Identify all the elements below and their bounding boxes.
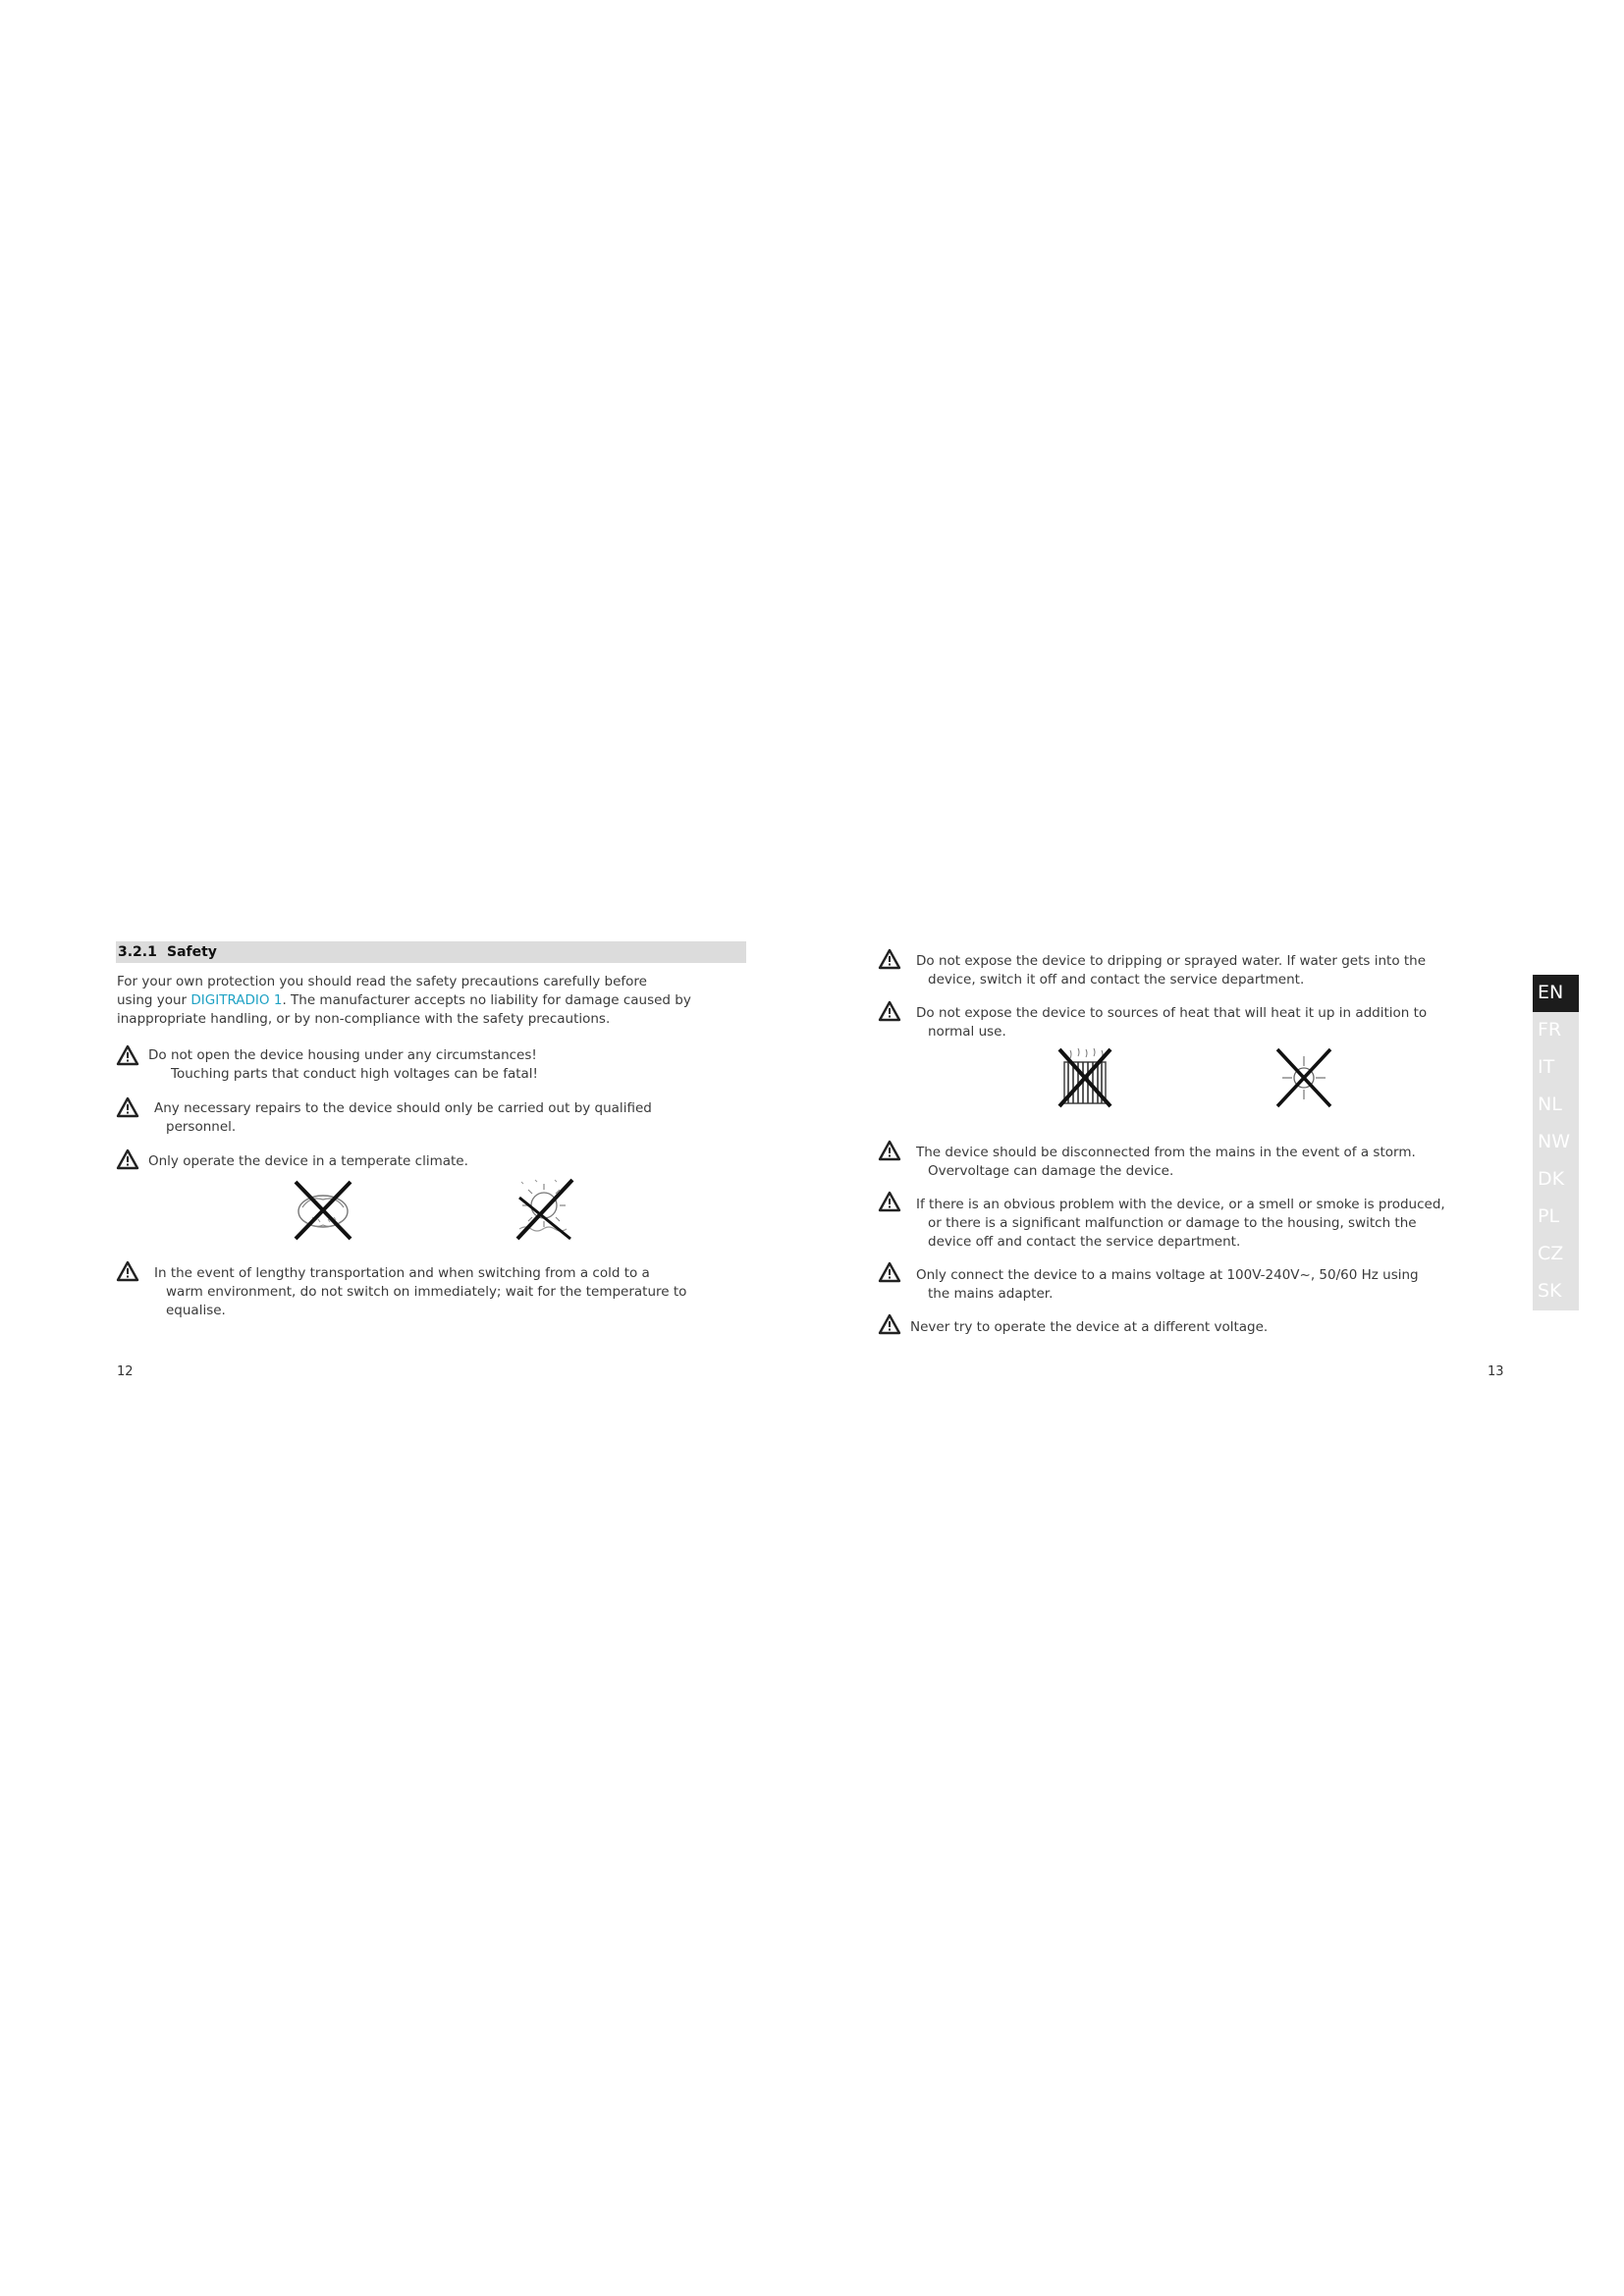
warning-triangle-icon	[878, 1261, 901, 1283]
warning-text: Any necessary repairs to the device should only be carried out by qualified	[154, 1100, 652, 1116]
warning-triangle-icon	[878, 1313, 901, 1335]
lang-tab-pl[interactable]: PL	[1533, 1199, 1579, 1236]
warning-triangle-icon	[116, 1044, 139, 1066]
warning-text: warm environment, do not switch on immediately; wait for the temperature to	[166, 1284, 687, 1300]
no-radiator-icon	[1056, 1046, 1113, 1109]
warning-text: normal use.	[928, 1024, 1006, 1040]
warning-text: Only connect the device to a mains voltage at 100V-240V~, 50/60 Hz using	[916, 1267, 1419, 1283]
section-heading	[116, 941, 746, 963]
lang-tab-dk[interactable]: DK	[1533, 1161, 1579, 1199]
page-number-right: 13	[1488, 1364, 1504, 1379]
section-title: Safety	[167, 944, 217, 960]
no-sun-icon	[1274, 1046, 1333, 1109]
warning-triangle-icon	[878, 1140, 901, 1161]
warning-text: In the event of lengthy transportation and when switching from a cold to a	[154, 1265, 650, 1281]
warning-text: personnel.	[166, 1119, 237, 1135]
intro-line-2-suffix: . The manufacturer accepts no liability for damage caused by	[282, 992, 691, 1008]
warning-text: Do not expose the device to dripping or sprayed water. If water gets into the	[916, 953, 1427, 969]
intro-line-2-prefix: using your	[117, 992, 191, 1008]
warning-text: If there is an obvious problem with the device, or a smell or smoke is produced,	[916, 1197, 1445, 1212]
lang-tab-cz[interactable]: CZ	[1533, 1236, 1579, 1273]
warning-text: or there is a significant malfunction or damage to the housing, switch the	[928, 1215, 1417, 1231]
product-name: DIGITRADIO 1	[190, 992, 283, 1008]
intro-line-1: For your own protection you should read the safety precautions carefully before	[117, 974, 647, 989]
warning-text: Never try to operate the device at a different voltage.	[910, 1319, 1269, 1335]
warning-triangle-icon	[116, 1148, 139, 1170]
warning-triangle-icon	[116, 1096, 139, 1118]
warning-text: device off and contact the service department.	[928, 1234, 1241, 1250]
lang-tab-nl[interactable]: NL	[1533, 1087, 1579, 1124]
warning-text: device, switch it off and contact the service department.	[928, 972, 1305, 988]
lang-tab-fr[interactable]: FR	[1533, 1012, 1579, 1049]
warning-text: Do not expose the device to sources of heat that will heat it up in addition to	[916, 1005, 1428, 1021]
no-cold-climate-icon	[291, 1178, 355, 1243]
warning-text: Do not open the device housing under any circumstances!	[148, 1047, 537, 1063]
warning-triangle-icon	[878, 1000, 901, 1022]
warning-triangle-icon	[116, 1260, 139, 1282]
intro-line-2	[117, 991, 691, 1010]
warning-text: the mains adapter.	[928, 1286, 1054, 1302]
warning-text: Only operate the device in a temperate climate.	[148, 1153, 468, 1169]
lang-tab-en[interactable]: EN	[1533, 975, 1579, 1012]
no-hot-climate-icon	[512, 1176, 576, 1243]
warning-text: equalise.	[166, 1303, 226, 1318]
warning-triangle-icon	[878, 948, 901, 970]
warning-text: Overvoltage can damage the device.	[928, 1163, 1174, 1179]
language-sidebar	[1533, 975, 1579, 1310]
warning-text: Touching parts that conduct high voltages can be fatal!	[171, 1066, 538, 1082]
warning-text: The device should be disconnected from the mains in the event of a storm.	[916, 1145, 1416, 1160]
lang-tab-it[interactable]: IT	[1533, 1049, 1579, 1087]
lang-tab-sk[interactable]: SK	[1533, 1273, 1579, 1310]
section-number: 3.2.1	[118, 944, 157, 960]
lang-tab-nw[interactable]: NW	[1533, 1124, 1579, 1161]
page-number-left: 12	[117, 1364, 134, 1379]
intro-line-3: inappropriate handling, or by non-compliance with the safety precautions.	[117, 1011, 611, 1027]
warning-triangle-icon	[878, 1191, 901, 1212]
